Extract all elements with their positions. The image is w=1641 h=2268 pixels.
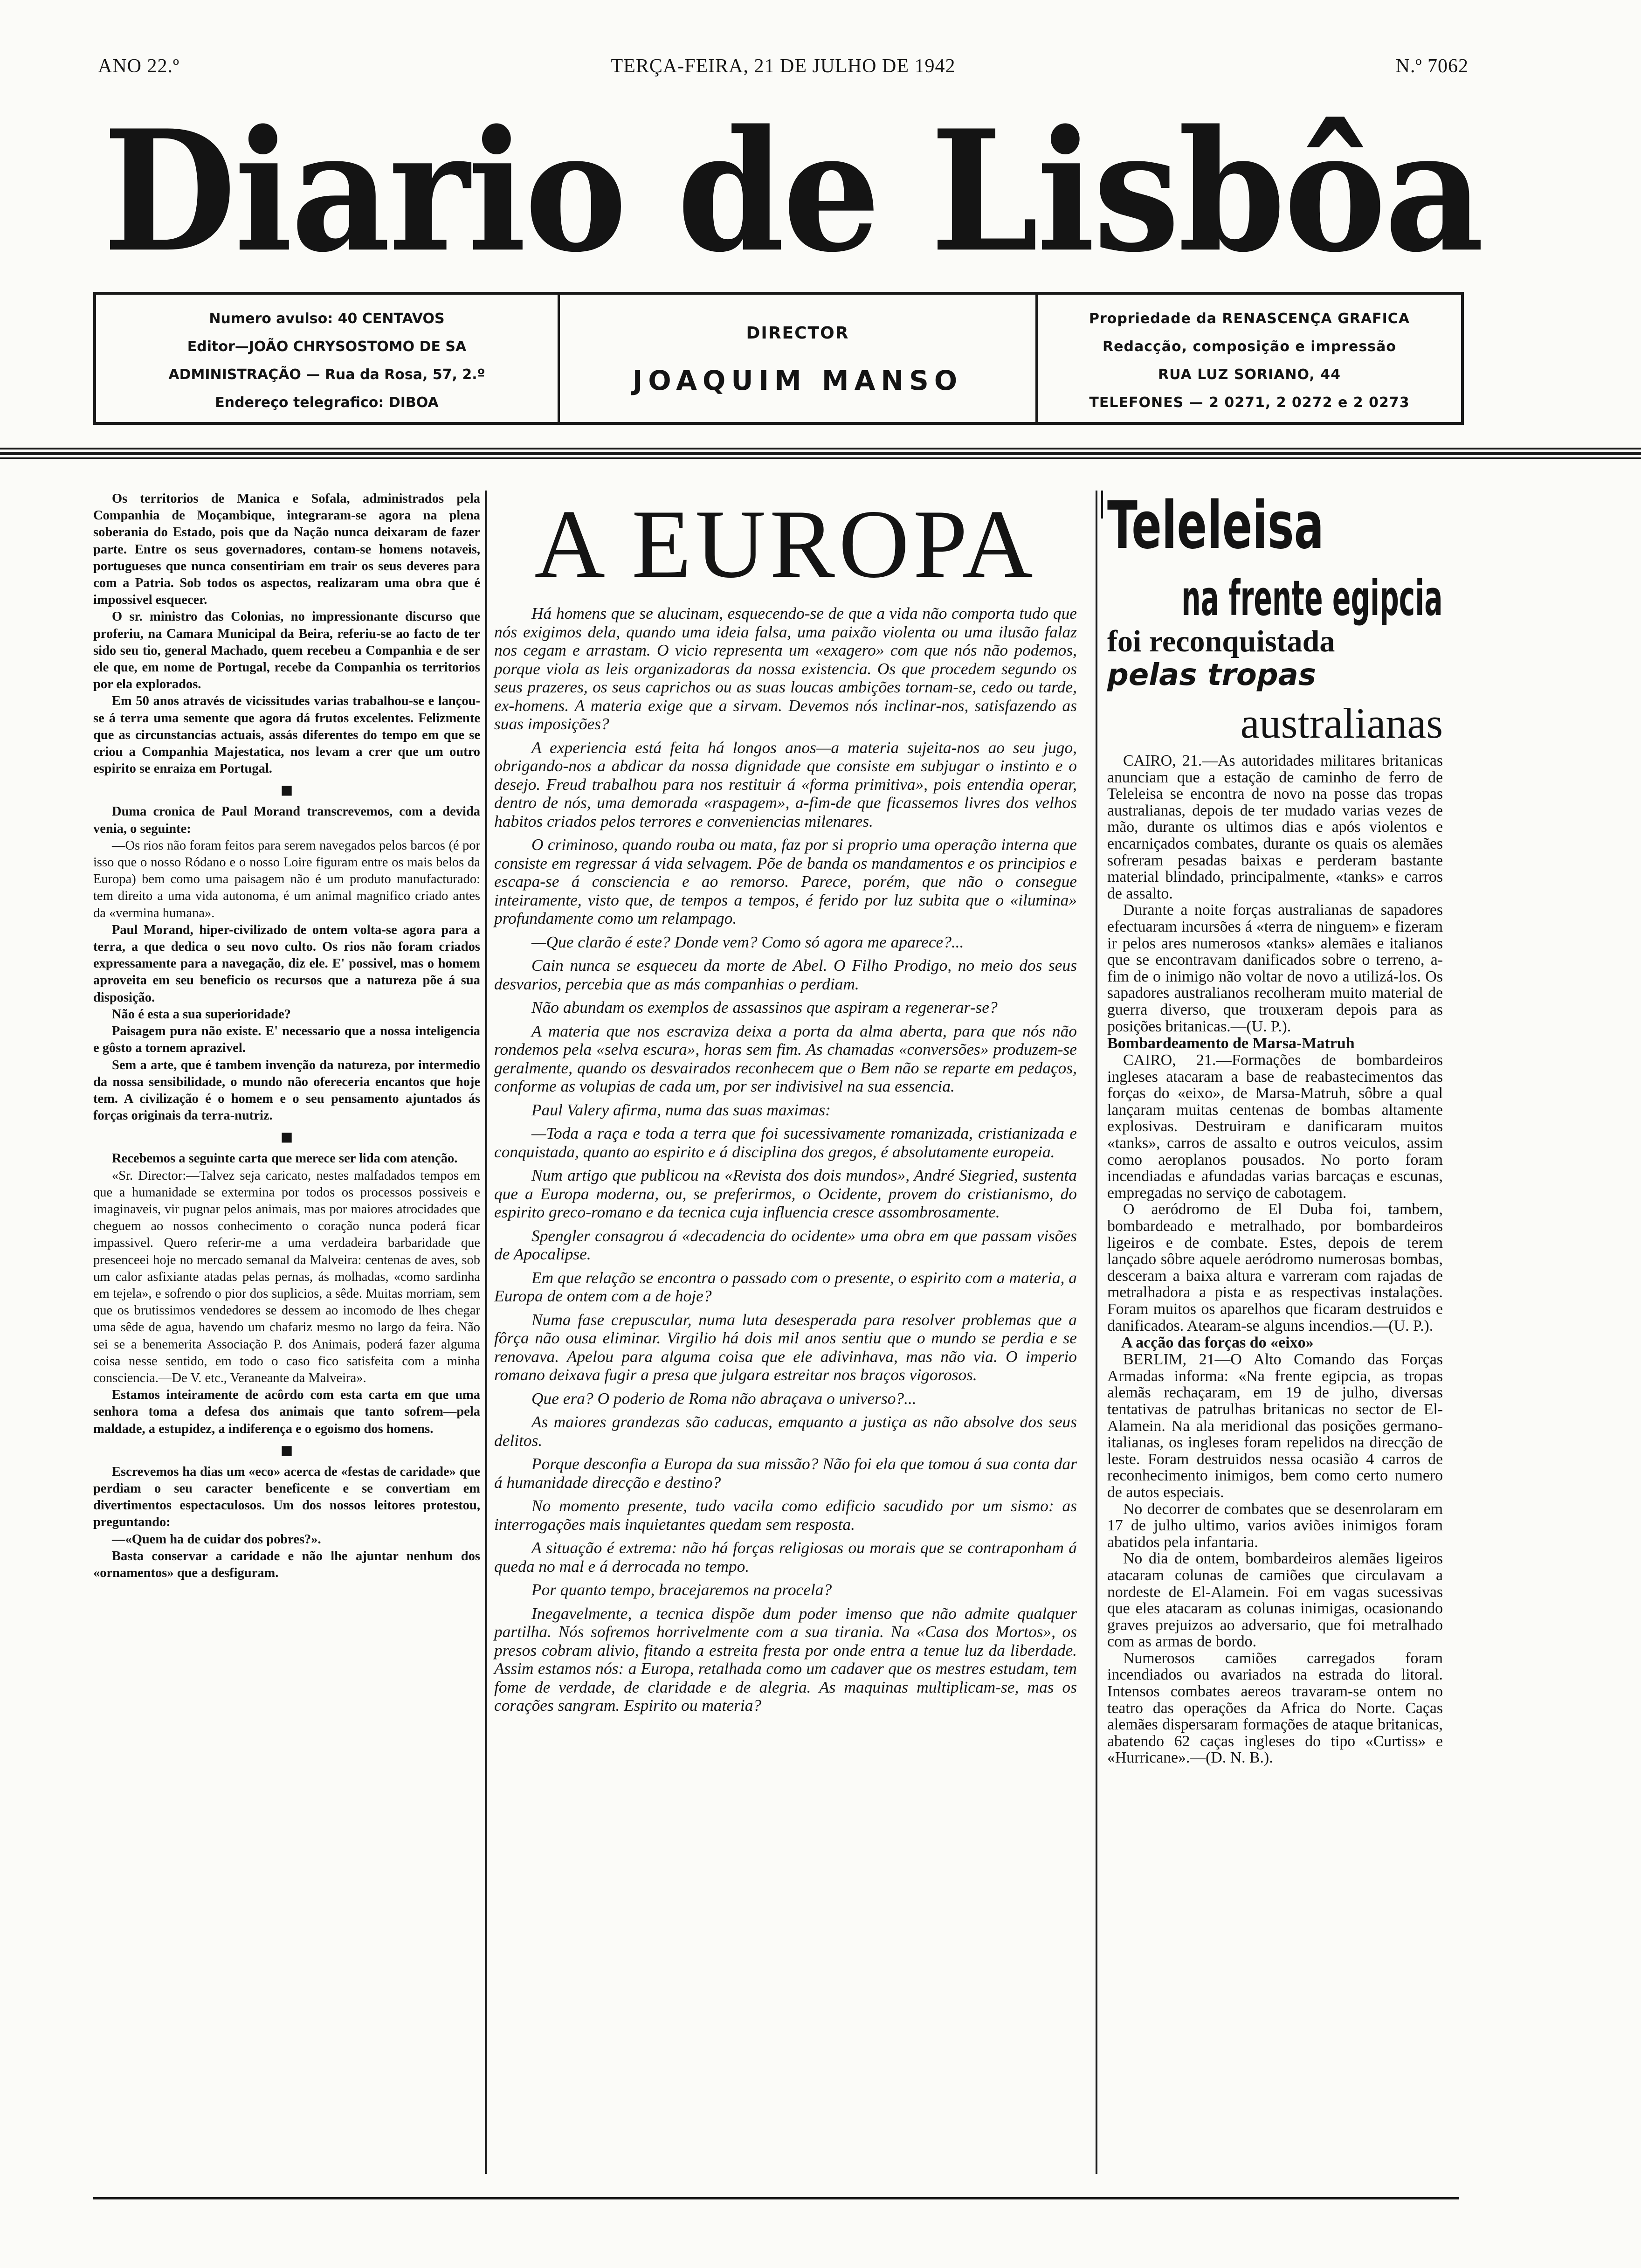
article-headline: A EUROPA <box>534 490 1037 598</box>
date-label: TERÇA-FEIRA, 21 DE JULHO DE 1942 <box>611 55 956 77</box>
news-paragraph: No decorrer de combates que se desenrolaram em 17 de julho ultimo, varios aviões inimigos foram abatidos pela infantaria. <box>1107 1500 1443 1551</box>
owner-line: Propriedade da RENASCENÇA GRAFICA <box>1089 311 1410 327</box>
top-rule <box>0 448 1641 459</box>
editorial-paragraph: —«Quem ha de cuidar dos pobres?». <box>112 1532 321 1547</box>
article-paragraph: Cain nunca se esqueceu da morte de Abel. O Filho Prodigo, no meio dos seus desvarios, percebia que as más companhias o perdiam. <box>494 956 1077 993</box>
news-body <box>1107 753 1443 1766</box>
newspaper-title: Diario de Lisbôa <box>103 93 1482 289</box>
editorial-paragraph: Estamos inteiramente de acôrdo com esta carta em que uma senhora toma a defesa dos animais que tanto sofrem—pela maldade, a estupidez, a indiferença e o egoismo dos homens. <box>93 1388 480 1436</box>
administration-line: ADMINISTRAÇÃO — Rua da Rosa, 57, 2.º <box>168 366 485 383</box>
bottom-rule <box>93 2197 1459 2199</box>
director-name: JOAQUIM MANSO <box>632 365 963 396</box>
editorial-paragraph: Sem a arte, que é tambem invenção da natureza, por intermedio da nossa sensibilidade, o mundo não ofereceria encantos que hoje tem. A civilização é o homem e o seu pensamento ajuntados ás forças originais da terra-nutriz. <box>93 1058 480 1123</box>
date-line <box>98 55 1469 88</box>
imprint-left <box>96 295 558 422</box>
article-paragraph: Spengler consagrou á «decadencia do ocidente» uma obra em que passam visões de Apocalipse. <box>494 1226 1077 1263</box>
year-label: ANO 22.º <box>98 55 180 77</box>
imprint-director <box>558 295 1038 422</box>
issue-number: N.º 7062 <box>1395 55 1469 77</box>
article-paragraph: A materia que nos escraviza deixa a porta da alma aberta, para que nós não rondemos pela «selva escura», horas sem fim. As chamadas «conversões» produzem-se geralmente, quando os desvairados reconhecem que o Bem não se reparte em pedaços, conforme as volupias de cada um, por ser indivisivel na sua essencia. <box>494 1021 1077 1095</box>
telegraph-line: Endereço telegrafico: DIBOA <box>215 394 439 411</box>
article-paragraph: Em que relação se encontra o passado com o presente, o espirito com a materia, a Europa de ontem com a de hoje? <box>494 1268 1077 1305</box>
editorial-paragraph: —Os rios não foram feitos para serem navegados pelos barcos (é por isso que o nosso Ródano e o nosso Loire figuram entre os mais belos da Europa) bem como uma paisagem não é um produto manufacturado: tem direito a uma vida autonoma, é um animal magnifico criado antes da «vermina humana». <box>93 838 480 920</box>
article-paragraph: Paul Valery afirma, numa das suas maximas: <box>531 1100 831 1119</box>
column-rule <box>1101 491 1103 519</box>
article-paragraph: Há homens que se alucinam, esquecendo-se de que a vida não comporta tudo que nós exigimos dela, quando uma ideia falsa, uma paixão violenta ou uma ilusão falaz nos cegam e arrastam. O vicio representa um «exagero» com que nós não podemos, porque viola as leis organizadoras da nossa existencia. Os que procedem segundo os seus prazeres, os seus caprichos ou as suas loucas ambições tornam-se, cedo ou tarde, ex-homens. A materia exige que a sirvam. Devemos nós inclinar-nos, satisfazendo as suas imposições? <box>494 604 1077 733</box>
article-paragraph: A situação é extrema: não há forças religiosas ou morais que se contraponham á queda no mal e á derrocada no tempo. <box>494 1538 1077 1576</box>
article-paragraph: As maiores grandezas são caducas, emquanto a justiça as não absolve dos seus delitos. <box>494 1412 1077 1450</box>
director-label: DIRECTOR <box>746 324 849 343</box>
article-body <box>494 604 1077 1715</box>
news-headline-line2: na frente egipcia <box>1181 570 1443 627</box>
editor-line: Editor—JOÃO CHRYSOSTOMO DE SA <box>187 339 467 355</box>
column-rule <box>1096 491 1097 2174</box>
article-paragraph: —Que clarão é este? Donde vem? Como só agora me aparece?... <box>531 932 964 951</box>
news-paragraph: No dia de ontem, bombardeiros alemães ligeiros atacaram colunas de camiões que circulavam a nordeste de El-Alamein. Foi em vagas sucessivas que eles atacaram as colunas inimigas, ocasionando graves prejuizos ao adversario, que foi metralhado com as armas de bordo. <box>1107 1550 1443 1651</box>
column-rule <box>485 491 487 2174</box>
article-paragraph: Inegavelmente, a tecnica dispõe dum poder imenso que não admite qualquer partilha. Nós sofremos horrivelmente com a sua tirania. Na «Casa dos Mortos», os presos cobram alivio, fitando a estreita fresta por onde entra a tenue luz da liberdade. Assim estamos nós: a Europa, retalhada como um cadaver que os mestres estudam, tem fome de verdade, de claridade e de alegria. As maquinas multiplicam-se, mas os corações sangram. Espirito ou materia? <box>494 1604 1077 1715</box>
lead-article <box>494 491 1077 1720</box>
news-headline-line5: australianas <box>1240 699 1443 747</box>
news-headline-line4: pelas tropas <box>1107 658 1316 692</box>
section-separator <box>93 779 480 802</box>
news-headline-main: Teleleisa <box>1107 488 1324 564</box>
editorial-paragraph: Basta conservar a caridade e não lhe ajuntar nenhum dos «ornamentos» que a desfiguram. <box>93 1549 480 1580</box>
editorial-paragraph: O sr. ministro das Colonias, no impressionante discurso que proferiu, na Camara Municipal da Beira, referiu-se ao facto de ter sido seu tio, general Machado, quem recebeu a Companhia e de ser ele que, em nome de Portugal, recebe da Companhia os territorios por ela explorados. <box>93 609 480 692</box>
editorial-column <box>93 491 480 1582</box>
editorial-paragraph: Não é esta a sua superioridade? <box>112 1007 291 1022</box>
editorial-paragraph: Recebemos a seguinte carta que merece ser lida com atenção. <box>112 1151 458 1166</box>
article-paragraph: Porque desconfia a Europa da sua missão? Não foi ela que tomou á sua conta dar á humanidade direcção e destino? <box>494 1454 1077 1492</box>
news-paragraph: BERLIM, 21—O Alto Comando das Forças Armadas informa: «Na frente egipcia, as tropas alemãs rechaçaram, em 19 de julho, diversas tentativas de patrulhas britanicas no sector de El-Alamein. Na ala meridional das posições germano-italianas, os ingleses foram repelidos na direcção de leste. Foram destruidos nessa ocasião 4 carros de reconhecimento inimigos, bem como certo numero de autos especiais. <box>1107 1351 1443 1501</box>
section-separator <box>93 1126 480 1148</box>
news-paragraph: O aeródromo de El Duba foi, tambem, bombardeado e metralhado, por bombardeiros ligeiros e de combate. Estes, depois de terem lançado sôbre aquele aeródromo numerosas bombas, desceram a baixa altura e varreram com rajadas de metralhadora a pista e as respectivas instalações. Foram muitos os aparelhos que ficaram destruidos e danificados. Atearam-se alguns incendios.—(U. P.). <box>1107 1201 1443 1335</box>
masthead <box>93 93 1492 294</box>
article-paragraph: Não abundam os exemplos de assassinos que aspiram a regenerar-se? <box>531 998 998 1016</box>
article-paragraph: No momento presente, tudo vacila como edificio sacudido por um sismo: as interrogações mais inquietantes quedam sem resposta. <box>494 1496 1077 1534</box>
news-subheading: A acção das forças do «eixo» <box>1121 1334 1314 1352</box>
news-paragraph: Durante a noite forças australianas de sapadores efectuaram incursões á «terra de ninguem» e fizeram ir pelos ares numerosos «tanks» alemães e italianos que se encontravam danificados sobre o terreno, a-fim de o inimigo não voltar de novo a utilizá-los. Os sapadores australianos recolheram muito material de guerra diverso, que trouxeram depois para as posições britanicas.—(U. P.). <box>1107 901 1443 1035</box>
editorial-paragraph: Em 50 anos através de vicissitudes varias trabalhou-se e lançou-se á terra uma semente que agora dá frutos excelentes. Felizmente que as circunstancias actuais, assás diferentes do tempo em que se criou a Companhia Majestatica, nos levam a crer que um outro espirito se enraiza em Portugal. <box>93 694 480 776</box>
article-paragraph: Numa fase crepuscular, numa luta desesperada para resolver problemas que a fôrça não ousa eliminar. Virgilio há dois mil anos sentiu que o mundo se perdia e se renovava. Apelou para alguma coisa que ele adivinhava, mas não via. O imperio romano deixava fugir a presa que julgara estreitar nos braços vigorosos. <box>494 1310 1077 1384</box>
article-paragraph: O criminoso, quando rouba ou mata, faz por si proprio uma operação interna que consiste em regressar á vida selvagem. Põe de banda os mandamentos e os principios e escapa-se á consciencia e ao remorso. Parece, porém, que não o consegue inteiramente, visto que, de tempos a tempos, é ferido por luz subita que o «ilumina» profundamente como um relampago. <box>494 835 1077 927</box>
editorial-paragraph: «Sr. Director:—Talvez seja caricato, nestes malfadados tempos em que a humanidade se extermina por todos os processos possiveis e imaginaveis, vir pugnar pelos animais, mas por maiores atrocidades que cheguem ao nossos conhecimento o coração nunca poderá ficar impassivel. Quero referir-me a uma verdadeira barbaridade que presenceei hoje no mercado semanal da Malveira: centenas de aves, sob um calor asfixiante atadas pelas pernas, ás molhadas, «como sardinha em tejela», e sofrendo o pior dos suplicios, a sêde. Muitas morriam, sem que os brutissimos vendedores se dessem ao incomodo de lhes chegar uma sêde de agua, havendo um chafariz mesmo no largo da feira. Não sei se a benemerita Associação P. dos Animais, poderá fazer alguma coisa nesse sentido, em todo o caso fico satisfeita com a minha consciencia.—De V. etc., Veraneante da Malveira». <box>93 1168 480 1385</box>
article-paragraph: Que era? O poderio de Roma não abraçava o universo?... <box>531 1389 917 1408</box>
editorial-paragraph: Escrevemos ha dias um «eco» acerca de «festas de caridade» que perdiam o seu caracter beneficente e se convertiam em divertimentos espectaculosos. Um dos nossos leitores protestou, preguntando: <box>93 1464 480 1530</box>
section-separator <box>93 1439 480 1462</box>
price-line: Numero avulso: 40 CENTAVOS <box>209 311 445 327</box>
news-paragraph: CAIRO, 21.—Formações de bombardeiros ingleses atacaram a base de reabastecimentos das forças do «eixo», de Marsa-Matruh, sôbre a qual lançaram muitas centenas de bombas altamente explosivas. Destruiram e danificaram muitos «tanks», carros de assalto e outros veiculos, assim como aeroplanos pousados. No porto foram incendiadas e afundadas varias barcaças e escunas, empregadas no serviço de cabotagem. <box>1107 1051 1443 1202</box>
article-paragraph: A experiencia está feita há longos anos—a materia sujeita-nos ao seu jugo, obrigando-nos a abdicar da nossa dignidade que consiste em subjugar o instinto e o desejo. Freud trabalhou para nos restituir á «forma primitiva», pois entendia operar, dentro de nós, uma demorada «raspagem», a-fim-de que ficassemos livres dos velhos habitos criados pelos terrores e conveniencias milenares. <box>494 738 1077 830</box>
editorial-paragraph: Duma cronica de Paul Morand transcrevemos, com a devida venia, o seguinte: <box>93 804 480 836</box>
article-paragraph: Num artigo que publicou na «Revista dos dois mundos», André Siegried, sustenta que a Europa moderna, ou, se preferirmos, o Ocidente, provem do cristianismo, do espirito greco-romano e da tecnica cuja influencia cresce assombrosamente. <box>494 1166 1077 1221</box>
phones-line: TELEFONES — 2 0271, 2 0272 e 2 0273 <box>1089 394 1410 411</box>
imprint-right <box>1038 295 1461 422</box>
news-paragraph: CAIRO, 21.—As autoridades militares britanicas anunciam que a estação de caminho de ferro de Teleleisa se encontra de novo na posse das tropas australianas, depois de ter mudado varias vezes de mão, durante os ultimos dias e após violentos e encarniçados combates, durante os quais os alemães sofreram pesadas baixas e perderam bastante material blindado, principalmente, «tanks» e carros de assalto. <box>1107 752 1443 902</box>
news-paragraph: Numerosos camiões carregados foram incendiados ou avariados na estrada do litoral. Intensos combates aereos travaram-se ontem no teatro das operações da Africa do Norte. Caças alemães dispersaram formações de ataque britanicas, abatendo 62 caças ingleses do tipo «Curtiss» e «Hurricane».—(D. N. B.). <box>1107 1649 1443 1767</box>
address-line: RUA LUZ SORIANO, 44 <box>1158 366 1341 383</box>
editorial-paragraph: Os territorios de Manica e Sofala, administrados pela Companhia de Moçambique, integraram-se agora na plena soberania do Estado, pois que da Nação nunca deixaram de fazer parte. Entre os seus governadores, contam-se homens notaveis, portugueses que nunca consentiriam em trair os seus deveres para com a Patria. Sob todos os aspectos, realizaram uma obra que é impossivel esquecer. <box>93 491 480 608</box>
news-subheading: Bombardeamento de Marsa-Matruh <box>1107 1035 1355 1052</box>
news-headline-line3: foi reconquistada <box>1107 624 1335 658</box>
imprint-box <box>93 292 1464 425</box>
editorial-paragraph: Paul Morand, hiper-civilizado de ontem volta-se agora para a terra, a que dedica o seu novo culto. Os rios não foram criados expressamente para a navegação, diz ele. E' possivel, mas o homem aproveita em seu beneficio os recursos que a natureza põe á sua disposição. <box>93 922 480 1005</box>
article-paragraph: —Toda a raça e toda a terra que foi sucessivamente romanizada, cristianizada e conquistada, quanto ao espirito e á disciplina dos gregos, é absolutamente europeia. <box>494 1124 1077 1161</box>
article-paragraph: Por quanto tempo, bracejaremos na procela? <box>531 1580 832 1599</box>
editorial-paragraph: Paisagem pura não existe. E' necessario que a nossa inteligencia e gôsto a tornem aprazivel. <box>93 1024 480 1056</box>
printing-line: Redacção, composição e impressão <box>1103 339 1396 355</box>
